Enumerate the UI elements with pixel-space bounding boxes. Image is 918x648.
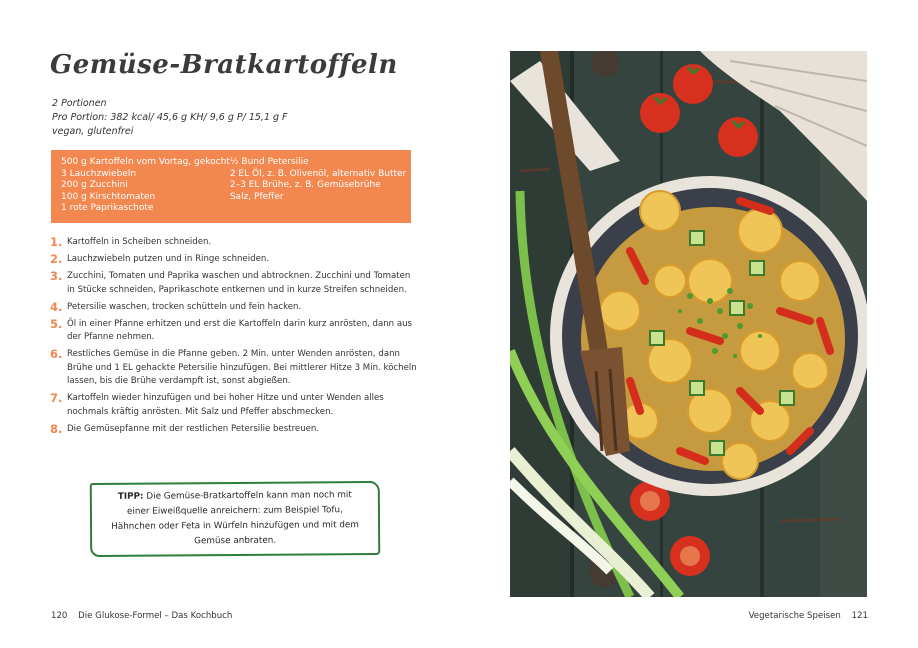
- ingredient-item: 3 Lauchzwiebeln: [61, 168, 137, 179]
- tip-box: [90, 481, 381, 557]
- footer-right: [749, 611, 868, 621]
- step-text: Kartoffeln wieder hinzufügen und bei hoher Hitze und unter Wenden alles nochmals kräftig anrösten. Mit Salz und Pfeffer abschmecken.: [67, 393, 384, 417]
- ingredient-item: 1 rote Paprikaschote: [61, 203, 154, 214]
- step-number: 7.: [50, 391, 63, 406]
- section-title: Vegetarische Speisen: [748, 611, 841, 621]
- ingredients-column-1: [61, 157, 230, 216]
- step-number: 4.: [50, 299, 63, 314]
- ingredient-item: 500 g Kartoffeln vom Vortag, gekocht: [61, 157, 230, 167]
- footer-left: [51, 611, 232, 621]
- step-number: 3.: [50, 268, 63, 283]
- instruction-steps: [50, 236, 420, 440]
- tip-label: TIPP:: [117, 491, 144, 502]
- book-title: Die Glukose-Formel – Das Kochbuch: [78, 611, 233, 621]
- step-text: Lauchzwiebeln putzen und in Ringe schneiden.: [67, 253, 270, 264]
- step-text: Zucchini, Tomaten und Paprika waschen und abtrocknen. Zucchini und Tomaten in Stücke schneiden, Paprikaschote entkernen und in kurze Streifen schneiden.: [67, 270, 411, 295]
- ingredient-item: Salz, Pfeffer: [229, 191, 284, 202]
- step-text: Restliches Gemüse in die Pfanne geben. 2 Min. unter Wenden anrösten, dann Brühe und 1 EL gehackte Petersilie hinzufügen. Bei mittlerer Hitze 3 Min. köcheln lassen, bis die Brühe verdampft ist, sonst abgießen.: [67, 349, 417, 387]
- step-text: Öl in einer Pfanne erhitzen und erst die Kartoffeln darin kurz anrösten, dann aus der Pfanne nehmen.: [67, 318, 413, 343]
- ingredient-item: 2–3 EL Brühe, z. B. Gemüsebrühe: [229, 180, 381, 191]
- food-photo: [510, 51, 867, 597]
- step-item: [50, 423, 420, 437]
- step-number: 1.: [50, 235, 63, 249]
- nutrition-info: Pro Portion: 382 kcal/ 45,6 g KH/ 9,6 g P/ 15,1 g F: [52, 112, 288, 123]
- page-number-left: 120: [51, 611, 68, 621]
- recipe-meta: [52, 97, 288, 139]
- step-item: [50, 253, 420, 267]
- step-text: Kartoffeln in Scheiben schneiden.: [67, 237, 212, 247]
- page-number-right: 121: [851, 611, 868, 621]
- portions: 2 Portionen: [52, 98, 107, 109]
- step-number: 8.: [50, 421, 63, 436]
- step-item: [50, 392, 420, 419]
- step-number: 6.: [50, 347, 63, 362]
- step-number: 5.: [50, 316, 63, 331]
- step-item: [50, 348, 420, 389]
- step-item: [50, 270, 420, 297]
- diet-tags: vegan, glutenfrei: [52, 126, 134, 137]
- ingredient-item: 2 EL Öl, z. B. Olivenöl, alternativ Butter: [229, 168, 407, 179]
- ingredients-box: [51, 150, 411, 223]
- step-item: [50, 301, 420, 315]
- tip-text: Die Gemüse-Bratkartoffeln kann man noch mit einer Eiweißquelle anreichern: zum Beispiel Tofu, Hähnchen oder Feta in Würfeln hinzufügen und mit dem Gemüse anbraten.: [111, 490, 359, 547]
- recipe-title: Gemüse-Bratkartoffeln: [50, 50, 398, 80]
- step-item: [50, 318, 420, 345]
- step-text: Petersilie waschen, trocken schütteln und fein hacken.: [67, 301, 302, 312]
- ingredient-item: 100 g Kirschtomaten: [61, 191, 156, 202]
- food-photo-illustration: [510, 51, 867, 597]
- ingredient-item: 200 g Zucchini: [61, 180, 128, 191]
- ingredient-item: ½ Bund Petersilie: [229, 157, 309, 167]
- step-item: [50, 236, 420, 250]
- tip-content: [106, 488, 364, 550]
- step-text: Die Gemüsepfanne mit der restlichen Petersilie bestreuen.: [67, 423, 320, 434]
- step-number: 2.: [50, 251, 63, 266]
- ingredients-column-2: [230, 157, 406, 216]
